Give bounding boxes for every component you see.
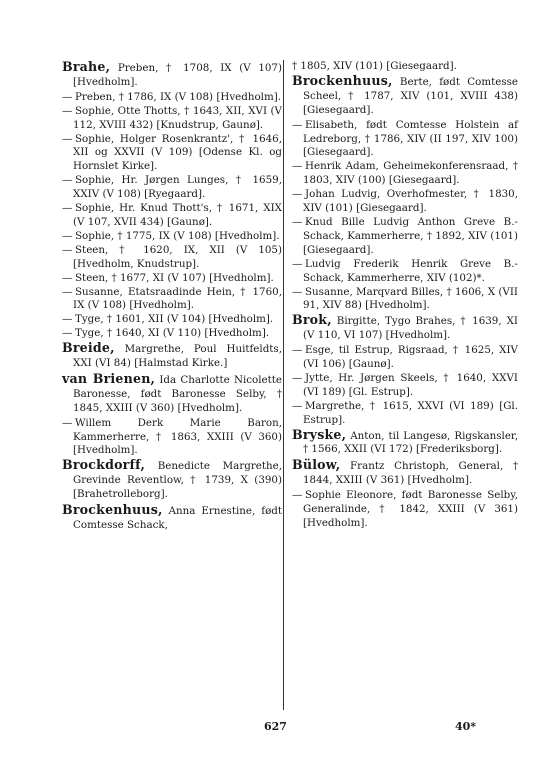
entry-text: Ida Charlotte Nicolette Baronesse, født Baronesse Selby, † 1845, XXIII (V 360) [Hvedholm]. — [73, 373, 282, 414]
page-number: 627 — [264, 720, 287, 733]
left-column — [62, 60, 282, 534]
entry-dash: — — [292, 344, 303, 357]
entry-text: Anna Ernestine, født Comtesse Schack, — [73, 505, 282, 531]
entry-dash: — — [62, 229, 73, 242]
sub-entry — [62, 230, 282, 244]
entry-dash: — — [62, 174, 73, 187]
entry-text: Benedicte Margrethe, Grevinde Reventlow, † 1739, X (390) [Brahetrolleborg]. — [73, 460, 282, 501]
entry-surname: Brok, — [292, 312, 332, 328]
entry-dash: — — [292, 285, 303, 298]
entry-text: Berte, født Comtesse Scheel, † 1787, XIV (101, XVIII 438) [Giesegaard]. — [303, 75, 518, 116]
entry-surname: van Brienen, — [62, 370, 156, 386]
sub-entry — [62, 105, 282, 133]
index-entry — [62, 372, 282, 416]
entry-dash: — — [62, 202, 73, 215]
entry-dash: — — [292, 257, 303, 270]
entry-dash: — — [62, 271, 73, 284]
entry-surname: Bryske, — [292, 426, 347, 442]
entry-text: Steen, † 1677, XI (V 107) [Hvedholm]. — [75, 271, 274, 284]
entry-text: Sophie, Hr. Knud Thott's, † 1671, XIX (V 107, XVII 434) [Gaunø]. — [73, 202, 282, 228]
entry-dash: — — [292, 399, 303, 412]
entry-text: Sophie, Hr. Jørgen Lunges, † 1659, XXIV (V 108) [Ryegaard]. — [73, 174, 282, 201]
sub-entry — [292, 372, 518, 400]
entry-text: Knud Bille Ludvig Anthon Greve B.-Schack, Kammerherre, † 1892, XIV (101) [Giesegaard]. — [303, 215, 518, 256]
entry-continuation: † 1805, XIV (101) [Giesegaard]. — [292, 60, 457, 72]
entry-dash: — — [292, 118, 303, 131]
entry-dash: — — [62, 285, 73, 298]
entry-surname: Bülow, — [292, 457, 341, 473]
sub-entry — [292, 160, 518, 188]
entry-text: Sophie, † 1775, IX (V 108) [Hvedholm]. — [75, 229, 280, 242]
index-entry — [62, 341, 282, 371]
entry-dash: — — [62, 327, 73, 340]
entry-surname: Brockenhuus, — [292, 72, 393, 88]
sub-entry — [62, 327, 282, 341]
entry-dash: — — [62, 104, 73, 117]
index-entry — [292, 458, 518, 488]
sub-entry — [62, 313, 282, 327]
sub-entry — [292, 216, 518, 258]
sub-entry — [62, 174, 282, 202]
right-column — [292, 60, 518, 531]
entry-text: Margrethe, Poul Huitfeldts, XXI (VI 84) [Halmstad Kirke.] — [73, 343, 282, 370]
signature-mark: 40* — [455, 720, 477, 733]
column-divider — [283, 60, 284, 710]
entry-text: Esge, til Estrup, Rigsraad, † 1625, XIV (VI 106) [Gaunø]. — [303, 344, 518, 371]
entry-dash: — — [62, 243, 73, 256]
sub-entry — [292, 258, 518, 286]
entry-dash: — — [62, 313, 73, 326]
entry-text: Steen, † 1620, IX, XII (V 105) [Hvedholm, Knudstrup]. — [73, 243, 282, 270]
index-entry — [62, 60, 282, 90]
sub-entry — [62, 417, 282, 459]
sub-entry — [292, 119, 518, 161]
entry-text: Elisabeth, født Comtesse Holstein af Ledreborg, † 1786, XIV (II 197, XIV 100) [Giesegaard]. — [303, 118, 518, 159]
sub-entry — [62, 91, 282, 105]
sub-entry — [62, 244, 282, 272]
index-entry — [62, 503, 282, 533]
entry-text: Sophie, Holger Rosenkrantz', † 1646, XII og XXVII (V 109) [Odense Kl. og Hornslet Kirke]. — [73, 132, 282, 173]
index-entry — [62, 458, 282, 502]
entry-surname: Breide, — [62, 340, 115, 356]
entry-text: Frantz Christoph, General, † 1844, XXIII (V 361) [Hvedholm]. — [303, 460, 518, 487]
index-entry — [292, 74, 518, 118]
entry-text: Ludvig Frederik Henrik Greve B.-Schack, Kammerherre, XIV (102)*. — [303, 257, 518, 284]
entry-text: Preben, † 1708, IX (V 107) [Hvedholm]. — [73, 62, 282, 88]
sub-entry — [292, 400, 518, 428]
entry-text: Margrethe, † 1615, XXVI (VI 189) [Gl. Estrup]. — [303, 399, 518, 426]
entry-text: Sophie, Otte Thotts, † 1643, XII, XVI (V 112, XVIII 432) [Knudstrup, Gaunø]. — [73, 104, 282, 131]
entry-text: Susanne, Marqvard Billes, † 1606, X (VII 91, XIV 88) [Hvedholm]. — [303, 285, 518, 312]
entry-text: Susanne, Etatsraadinde Hein, † 1760, IX (V 108) [Hvedholm]. — [73, 285, 282, 312]
sub-entry — [292, 188, 518, 216]
entry-dash: — — [292, 160, 303, 173]
entry-text: Willem Derk Marie Baron, Kammerherre, † 1863, XXIII (V 360) [Hvedholm]. — [73, 416, 282, 457]
entry-text: Tyge, † 1640, XI (V 110) [Hvedholm]. — [75, 327, 270, 340]
entry-text: Sophie Eleonore, født Baronesse Selby, Generalinde, † 1842, XXIII (V 361) [Hvedholm]. — [303, 489, 518, 529]
entry-dash: — — [292, 489, 303, 502]
sub-entry — [62, 202, 282, 230]
entry-surname: Brockenhuus, — [62, 502, 163, 518]
entry-text: Anton, til Langesø, Rigskansler, † 1566, XXII (VI 172) [Frederiksborg]. — [303, 429, 518, 456]
entry-surname: Brockdorff, — [62, 457, 146, 473]
sub-entry — [62, 272, 282, 286]
entry-dash: — — [292, 188, 303, 201]
entry-dash: — — [292, 371, 303, 384]
entry-text: Jytte, Hr. Jørgen Skeels, † 1640, XXVI (VI 189) [Gl. Estrup]. — [303, 371, 518, 398]
sub-entry — [292, 489, 518, 531]
entry-text: Tyge, † 1601, XII (V 104) [Hvedholm]. — [75, 313, 274, 326]
entry-dash: — — [62, 416, 73, 429]
entry-surname: Brahe, — [62, 59, 111, 74]
entry-dash: — — [62, 90, 73, 103]
entry-text: Birgitte, Tygo Brahes, † 1639, XI (V 110, VI 107) [Hvedholm]. — [303, 315, 518, 342]
index-entry — [292, 313, 518, 343]
entry-text: Johan Ludvig, Overhofmester, † 1830, XIV (101) [Giesegaard]. — [303, 188, 518, 215]
entry-dash: — — [292, 215, 303, 228]
sub-entry — [62, 286, 282, 314]
entry-text: Henrik Adam, Geheimekonferensraad, † 1803, XIV (100) [Giesegaard]. — [303, 160, 518, 187]
index-entry — [292, 428, 518, 458]
entry-dash: — — [62, 132, 73, 145]
sub-entry — [292, 344, 518, 372]
sub-entry — [62, 133, 282, 175]
sub-entry — [292, 286, 518, 314]
entry-text: Preben, † 1786, IX (V 108) [Hvedholm]. — [75, 90, 281, 103]
